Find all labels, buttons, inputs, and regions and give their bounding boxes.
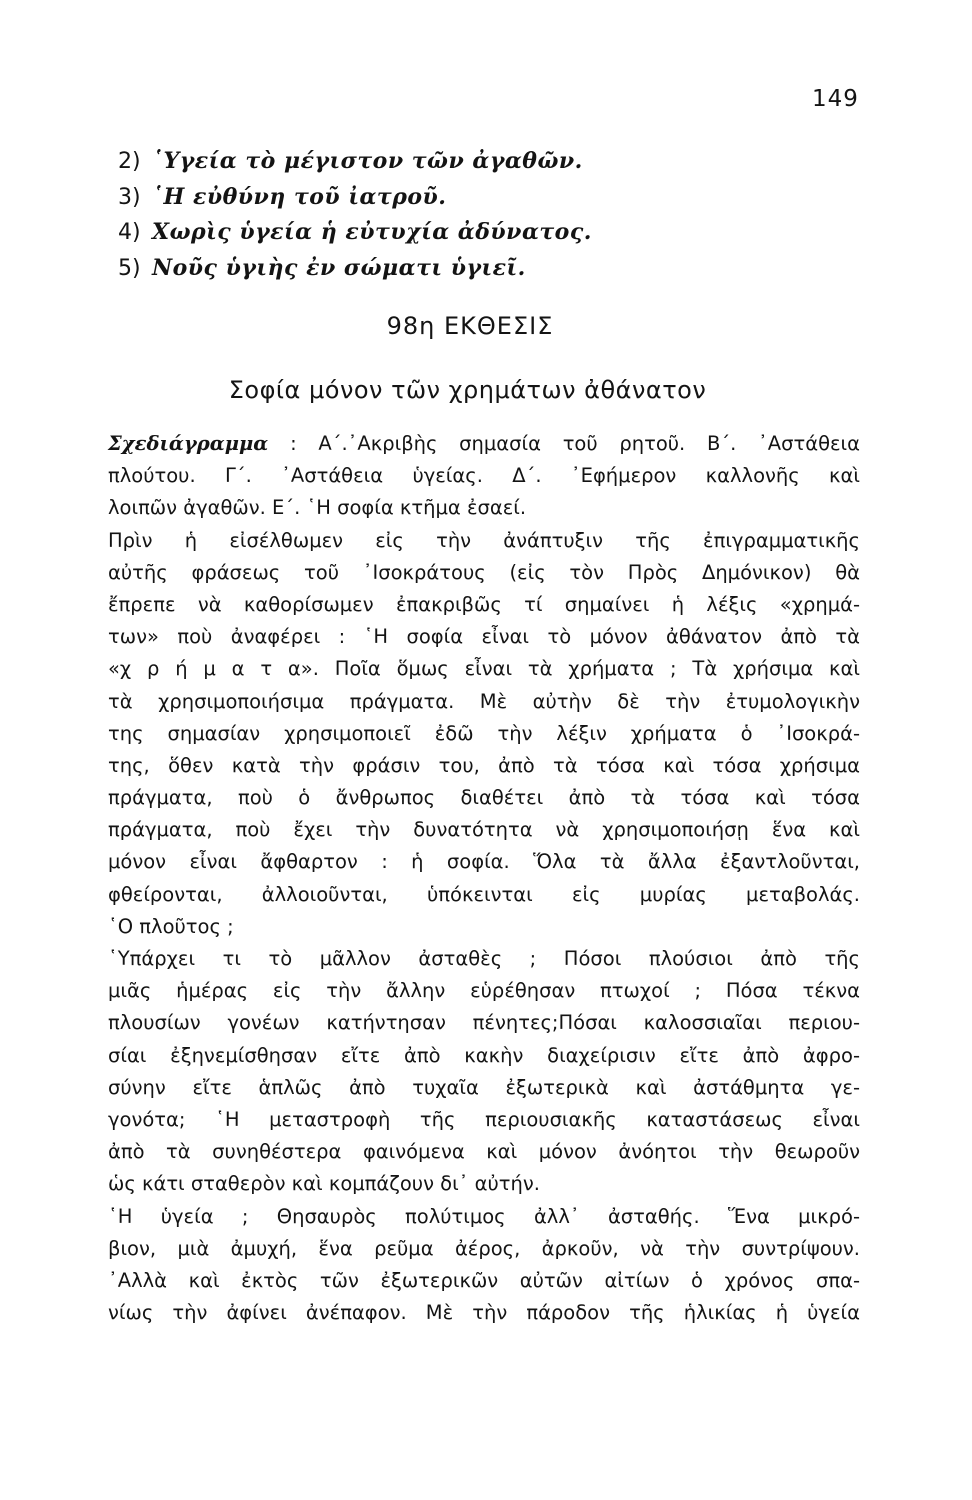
list-item-text: ῾Η εὐθύνη τοῦ ἰατροῦ. — [152, 183, 447, 210]
list-item-number: 3) — [118, 184, 141, 210]
list-item-text: Νοῦς ὑγιὴς ἐν σώματι ὑγιεῖ. — [152, 254, 526, 281]
text-line: μόνον εἶναι ἄφθαρτον : ἡ σοφία. Ὅλα τὰ ἄλλα ἐξαντλοῦνται, — [108, 850, 860, 874]
text-line: βιον, μιὰ ἀμυχή, ἕνα ρεῦμα ἀέρος, ἀρκοῦν, νὰ τὴν συντρίψουν. — [108, 1236, 860, 1260]
text-line: σίαι ἐξηνεμίσθησαν εἴτε ἀπὸ κακὴν διαχείρισιν εἴτε ἀπὸ ἀφρο- — [108, 1043, 860, 1067]
text-line: ᾿Αλλὰ καὶ ἐκτὸς τῶν ἐξωτερικῶν αὐτῶν αἰτίων ὁ χρόνος σπα- — [108, 1268, 860, 1292]
text-line: μιᾶς ἡμέρας εἰς τὴν ἄλλην εὑρέθησαν πτωχοί ; Πόσα τέκνα — [108, 979, 860, 1003]
outline-label: Σχεδιάγραμμα — [108, 432, 269, 455]
text-line: πλούτου. Γ΄. ᾿Αστάθεια ὑγείας. Δ΄. ᾿Εφήμερον καλλονῆς καὶ — [108, 464, 860, 488]
list-item — [118, 215, 592, 251]
text-line: πράγματα, ποὺ ἔχει τὴν δυνατότητα νὰ χρησιμοποιήσῃ ἕνα καὶ — [108, 818, 860, 842]
text-line: σύνην εἴτε ἁπλῶς ἀπὸ τυχαῖα ἐξωτερικὰ καὶ ἀστάθμητα γε- — [108, 1075, 860, 1099]
list-item — [118, 180, 592, 216]
outline-line — [108, 428, 860, 460]
text-line: νίως τὴν ἀφίνει ἀνέπαφον. Μὲ τὴν πάροδον τῆς ἡλικίας ἡ ὑγεία — [108, 1301, 860, 1325]
text-line: τὰ χρησιμοποιήσιμα πράγματα. Μὲ αὐτὴν δὲ τὴν ἐτυμολογικὴν — [108, 689, 860, 713]
text-line: ἔπρεπε νὰ καθορίσωμεν ἐπακριβῶς τί σημαίνει ἡ λέξις «χρημά- — [108, 592, 860, 616]
text-line: «χ ρ ή μ α τ α». Ποῖα ὅμως εἶναι τὰ χρήματα ; Τὰ χρήσιμα καὶ — [108, 657, 860, 681]
text-line: αὐτῆς φράσεως τοῦ ᾿Ισοκράτους (εἰς τὸν Πρὸς Δημόνικον) θὰ — [108, 560, 860, 584]
list-item-text: ῾Υγεία τὸ μέγιστον τῶν ἀγαθῶν. — [152, 148, 583, 174]
text-line: Πρὶν ἡ εἰσέλθωμεν εἰς τὴν ἀνάπτυξιν τῆς ἐπιγραμματικῆς — [108, 528, 860, 552]
text-line: πλουσίων γονέων κατήντησαν πένητες;Πόσαι καλοσσιαῖαι περιου- — [108, 1011, 860, 1035]
page-number: 149 — [812, 86, 859, 112]
text-line: των» ποὺ ἀναφέρει : ῾Η σοφία εἶναι τὸ μόνον ἀθάνατον ἀπὸ τὰ — [108, 625, 860, 649]
text-line: λοιπῶν ἀγαθῶν. Ε΄. ῾Η σοφία κτῆμα ἐσαεί. — [108, 496, 527, 520]
text-line: φθείρονται, ἀλλοιοῦνται, ὑπόκεινται εἰς μυρίας μεταβολάς. — [108, 882, 860, 906]
essay-title: Σοφία μόνον τῶν χρημάτων ἀθάνατον — [228, 376, 707, 404]
text-line: ῾Η ὑγεία ; Θησαυρὸς πολύτιμος ἀλλ᾿ ἀσταθής. Ἕνα μικρό- — [108, 1204, 860, 1228]
list-item-number: 2) — [118, 149, 141, 174]
body-text — [108, 428, 860, 1329]
list-item — [118, 251, 592, 287]
text-line: ἀπὸ τὰ συνηθέστερα φαινόμενα καὶ μόνον ἀνόητοι τὴν θεωροῦν — [108, 1140, 860, 1164]
list-item-text: Χωρὶς ὑγεία ἡ εὐτυχία ἀδύνατος. — [152, 219, 592, 245]
text-line: γονότα; ῾Η μεταστροφὴ τῆς περιουσιακῆς καταστάσεως εἶναι — [108, 1107, 860, 1131]
text-line: της, ὅθεν κατὰ τὴν φράσιν του, ἀπὸ τὰ τόσα καὶ τόσα χρήσιμα — [108, 753, 860, 777]
list-item-number: 4) — [118, 220, 141, 245]
text-line: ῾Υπάρχει τι τὸ μᾶλλον ἀσταθὲς ; Πόσοι πλούσιοι ἀπὸ τῆς — [108, 947, 860, 970]
section-heading: 98η ΕΚΘΕΣΙΣ — [386, 312, 554, 340]
text-line: της σημασίαν χρησιμοποιεῖ ἐδῶ τὴν λέξιν χρήματα ὁ ᾿Ισοκρά- — [108, 721, 860, 745]
list-item — [118, 144, 592, 180]
outline-text: : Α΄.᾿Ακριβὴς σημασία τοῦ ρητοῦ. Β΄. ᾿Αστάθεια — [290, 432, 861, 455]
text-line: ῾Ο πλοῦτος ; — [108, 914, 234, 938]
list-item-number: 5) — [118, 255, 141, 281]
text-line: ὡς κάτι σταθερὸν καὶ κομπάζουν δι᾿ αὐτήν. — [108, 1172, 540, 1196]
topic-list — [118, 144, 592, 286]
text-line: πράγματα, ποὺ ὁ ἄνθρωπος διαθέτει ἀπὸ τὰ τόσα καὶ τόσα — [108, 786, 860, 810]
